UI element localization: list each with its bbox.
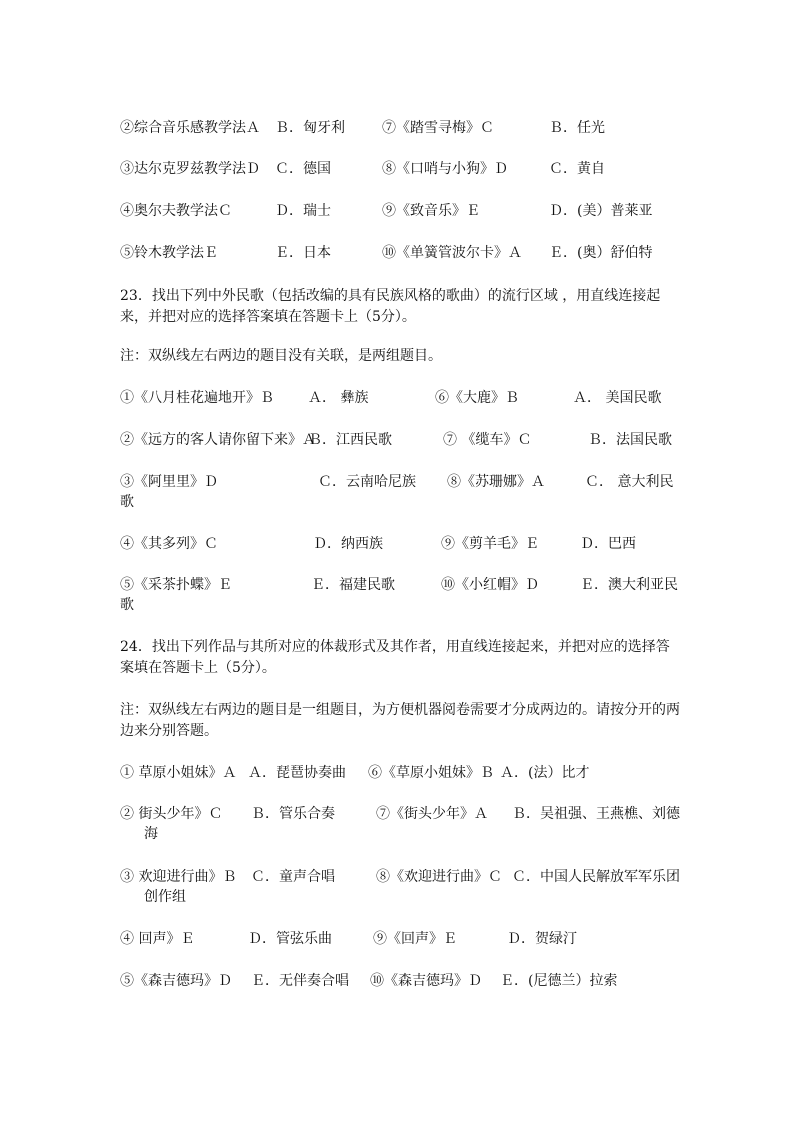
option-left: Ｂ．江西民歌 [308, 432, 392, 448]
question-24: 24．找出下列作品与其所对应的体裁形式及其作者，用直线连接起来，并把对应的选择答案填在答题卡上（5分）。 [120, 639, 670, 676]
item-left: ⑤铃木教学法Ｅ [120, 245, 218, 261]
item-right: ⑦ 《缆车》Ｃ [443, 432, 532, 448]
option-right: Ｃ．黄自 [549, 161, 605, 177]
wrap-line [0, 491, 794, 513]
wrap-line [0, 594, 794, 616]
item-left: ⑤《森吉德玛》Ｄ [120, 973, 232, 989]
option-left: Ｄ．管弦乐曲 [248, 931, 332, 947]
item-left: ③《阿里里》Ｄ [120, 474, 218, 490]
option-right: Ｃ．中国人民解放军军乐团 [512, 869, 680, 885]
option-left: Ｂ．匈牙利 [275, 120, 345, 136]
wrap-text: 歌 [120, 597, 134, 613]
matching-row [0, 574, 794, 596]
item-left: ③达尔克罗兹教学法Ｄ [120, 161, 260, 177]
wrap-text: 歌 [120, 494, 134, 510]
option-right: Ｅ．(奥）舒伯特 [549, 245, 653, 261]
option-left: Ｅ．无伴奏合唱 [251, 973, 349, 989]
option-left: Ｂ．管乐合奏 [251, 806, 335, 822]
item-right: ⑩《森吉德玛》Ｄ [370, 973, 482, 989]
wrap-line [0, 823, 794, 845]
matching-row [0, 158, 794, 180]
option-left: Ａ．琵琶协奏曲 [248, 765, 346, 781]
matching-row [0, 200, 794, 222]
option-right: Ｂ．吴祖强、王燕樵、刘德 [512, 806, 680, 822]
note-24: 注：双纵线左右两边的题目是一组题目，为方便机器阅卷需要才分成两边的。请按分开的两边来分别答题。 [120, 702, 680, 739]
item-right: ⑥《大鹿》Ｂ [435, 390, 519, 406]
option-right: Ｃ． 意大利民 [585, 474, 674, 490]
item-right: ⑦《踏雪寻梅》Ｃ [382, 120, 494, 136]
item-right: ⑧《欢迎进行曲》Ｃ [376, 869, 502, 885]
option-right: Ｄ．巴西 [580, 536, 636, 552]
matching-row [0, 242, 794, 264]
item-left: ③ 欢迎进行曲》Ｂ [120, 869, 237, 885]
item-right: ⑨《回声》Ｅ [373, 931, 457, 947]
option-left: Ｅ．日本 [275, 245, 331, 261]
option-left: Ｃ．德国 [275, 161, 331, 177]
option-left: Ｃ．童声合唱 [251, 869, 335, 885]
item-right: ⑨《剪羊毛》Ｅ [441, 536, 539, 552]
matching-row [0, 429, 794, 451]
matching-row [0, 803, 794, 825]
item-right: ⑨《致音乐》Ｅ [382, 203, 480, 219]
option-left: Ｄ．纳西族 [313, 536, 383, 552]
matching-row [0, 471, 794, 493]
question-23: 23．找出下列中外民歌（包括改编的具有民族风格的歌曲）的流行区域 ，用直线连接起来，并把对应的选择答案填在答题卡上（5分）。 [120, 288, 661, 325]
option-right: Ｂ．法国民歌 [588, 432, 672, 448]
item-right: ⑥《草原小姐妹》Ｂ [368, 765, 494, 781]
option-left: Ｃ．云南哈尼族 [318, 474, 416, 490]
item-left: ①《八月桂花遍地开》Ｂ [120, 390, 274, 406]
matching-row [0, 866, 794, 888]
item-left: ②综合音乐感教学法Ａ [120, 120, 260, 136]
option-right: Ｄ．贺绿汀 [507, 931, 577, 947]
item-right: ⑦《街头少年》Ａ [376, 806, 488, 822]
wrap-text: 创作组 [144, 889, 186, 905]
item-left: ① 草原小姐妹》Ａ [120, 765, 237, 781]
option-right: Ａ．(法）比才 [500, 765, 590, 781]
option-right: Ｂ．任光 [549, 120, 605, 136]
item-right: ⑩《单簧管波尔卡》Ａ [382, 245, 522, 261]
matching-row [0, 762, 794, 784]
item-left: ④《其多列》Ｃ [120, 536, 218, 552]
item-left: ④ 回声》Ｅ [120, 931, 195, 947]
option-left: Ａ． 彝族 [308, 390, 369, 406]
item-left: ⑤《采茶扑蝶》Ｅ [120, 577, 232, 593]
item-right: ⑩《小红帽》Ｄ [441, 577, 539, 593]
option-left: Ｄ．瑞士 [275, 203, 331, 219]
wrap-line [0, 886, 794, 908]
option-right: Ｅ．澳大利亚民 [580, 577, 678, 593]
option-right: Ａ． 美国民歌 [573, 390, 662, 406]
item-right: ⑧《苏珊娜》Ａ [447, 474, 545, 490]
option-right: Ｄ．(美）普莱亚 [549, 203, 653, 219]
item-right: ⑧《口哨与小狗》Ｄ [382, 161, 508, 177]
item-left: ②《远方的客人请你留下来》Ａ [120, 432, 316, 448]
item-left: ② 街头少年》Ｃ [120, 806, 223, 822]
matching-row [0, 387, 794, 409]
matching-row [0, 928, 794, 950]
matching-row [0, 117, 794, 139]
option-right: Ｅ．(尼德兰）拉索 [500, 973, 618, 989]
option-left: Ｅ．福建民歌 [311, 577, 395, 593]
matching-row [0, 970, 794, 992]
wrap-text: 海 [144, 826, 158, 842]
matching-row [0, 533, 794, 555]
note-23: 注：双纵线左右两边的题目没有关联，是两组题目。 [120, 348, 442, 364]
item-left: ④奥尔夫教学法Ｃ [120, 203, 232, 219]
